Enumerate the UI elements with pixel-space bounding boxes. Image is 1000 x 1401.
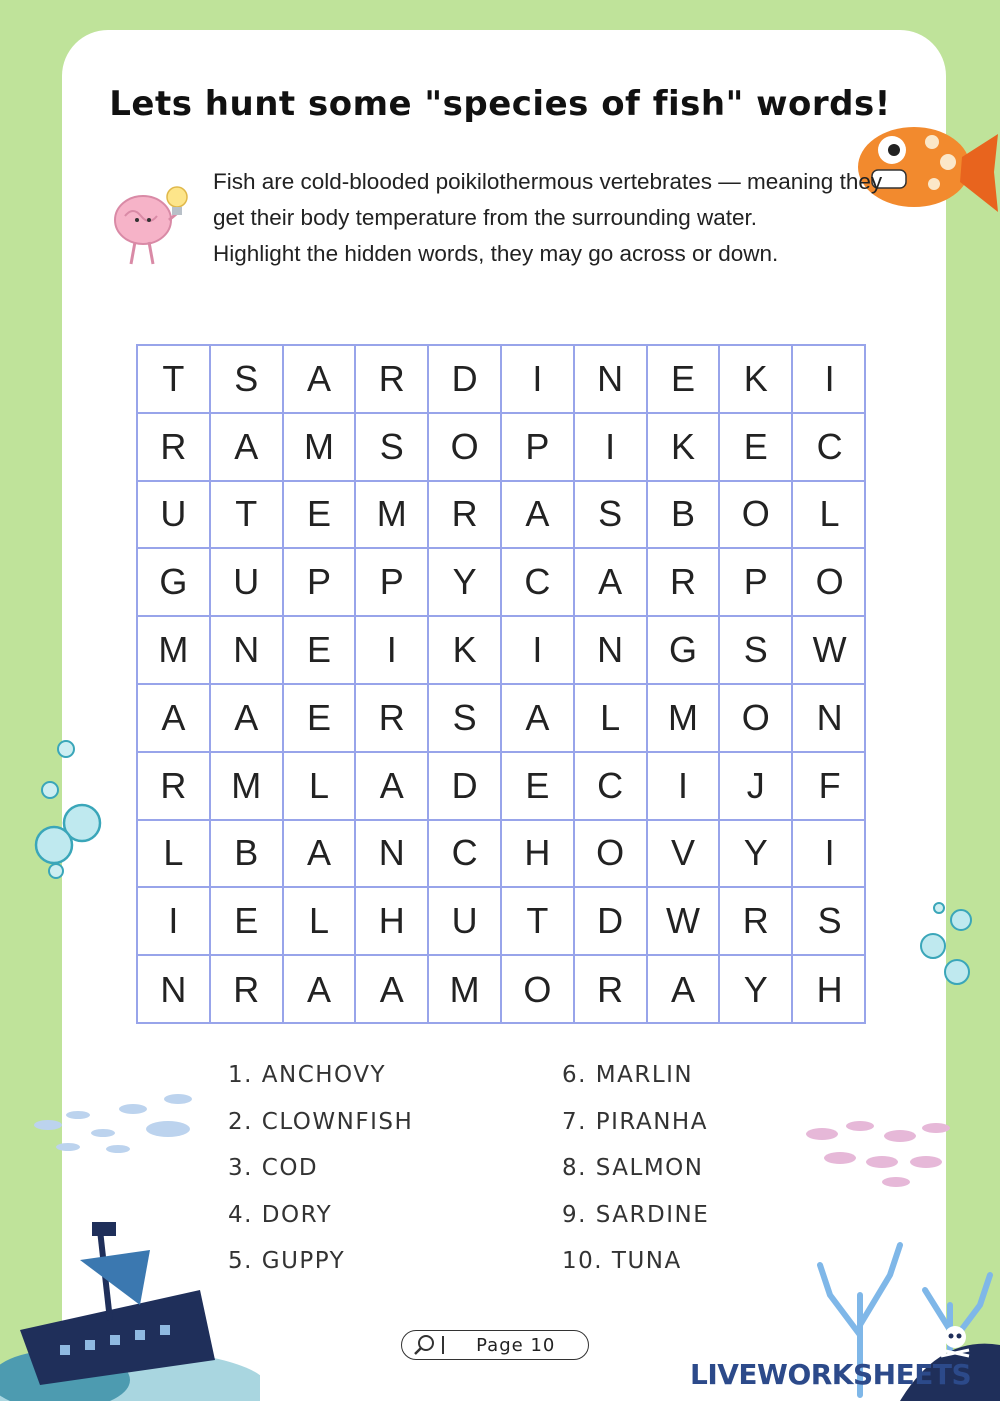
grid-cell[interactable]: S bbox=[356, 414, 429, 482]
liveworksheets-logo[interactable] bbox=[690, 1358, 971, 1391]
grid-cell[interactable]: A bbox=[502, 482, 575, 550]
grid-cell[interactable]: G bbox=[648, 617, 721, 685]
grid-cell[interactable]: P bbox=[284, 549, 357, 617]
grid-cell[interactable]: Y bbox=[720, 956, 793, 1024]
page-number: Page 10 bbox=[476, 1334, 556, 1356]
grid-cell[interactable]: C bbox=[575, 753, 648, 821]
grid-cell[interactable]: O bbox=[575, 821, 648, 889]
grid-cell[interactable]: A bbox=[211, 414, 284, 482]
grid-cell[interactable]: L bbox=[575, 685, 648, 753]
grid-cell[interactable]: O bbox=[720, 685, 793, 753]
word-search-grid[interactable] bbox=[136, 344, 866, 1024]
grid-cell[interactable]: E bbox=[648, 346, 721, 414]
grid-cell[interactable]: Y bbox=[720, 821, 793, 889]
list-item: 3. COD bbox=[228, 1155, 319, 1181]
grid-cell[interactable]: S bbox=[793, 888, 866, 956]
grid-cell[interactable]: A bbox=[502, 685, 575, 753]
grid-cell[interactable]: C bbox=[429, 821, 502, 889]
grid-cell[interactable]: I bbox=[575, 414, 648, 482]
grid-cell[interactable]: U bbox=[211, 549, 284, 617]
intro-instruction: Highlight the hidden words, they may go across or down. bbox=[213, 241, 779, 266]
grid-cell[interactable]: I bbox=[138, 888, 211, 956]
grid-cell[interactable]: W bbox=[648, 888, 721, 956]
grid-cell[interactable]: A bbox=[356, 956, 429, 1024]
grid-cell[interactable]: F bbox=[793, 753, 866, 821]
list-item: 6. MARLIN bbox=[562, 1062, 694, 1088]
grid-cell[interactable]: B bbox=[648, 482, 721, 550]
fish-school-icon bbox=[28, 1085, 198, 1160]
grid-cell[interactable]: N bbox=[356, 821, 429, 889]
grid-cell[interactable]: K bbox=[648, 414, 721, 482]
grid-cell[interactable]: A bbox=[648, 956, 721, 1024]
grid-cell[interactable]: O bbox=[720, 482, 793, 550]
list-item: 1. ANCHOVY bbox=[228, 1062, 387, 1088]
grid-cell[interactable]: M bbox=[138, 617, 211, 685]
grid-cell[interactable]: T bbox=[138, 346, 211, 414]
grid-cell[interactable]: V bbox=[648, 821, 721, 889]
grid-cell[interactable]: P bbox=[720, 549, 793, 617]
grid-cell[interactable]: S bbox=[429, 685, 502, 753]
grid-cell[interactable]: M bbox=[284, 414, 357, 482]
grid-cell[interactable]: N bbox=[793, 685, 866, 753]
list-item: 7. PIRANHA bbox=[562, 1108, 708, 1135]
grid-cell[interactable]: M bbox=[429, 956, 502, 1024]
grid-cell[interactable]: U bbox=[429, 888, 502, 956]
skull-icon bbox=[935, 1322, 975, 1358]
grid-cell[interactable]: C bbox=[793, 414, 866, 482]
grid-cell[interactable]: R bbox=[429, 482, 502, 550]
grid-cell[interactable]: O bbox=[793, 549, 866, 617]
grid-cell[interactable]: A bbox=[284, 346, 357, 414]
list-item: 10. TUNA bbox=[562, 1248, 682, 1274]
grid-cell[interactable]: N bbox=[575, 617, 648, 685]
bubbles-icon bbox=[30, 735, 105, 880]
grid-cell[interactable]: I bbox=[793, 821, 866, 889]
grid-cell[interactable]: P bbox=[356, 549, 429, 617]
ship-icon bbox=[0, 1210, 260, 1401]
grid-cell[interactable]: M bbox=[211, 753, 284, 821]
list-item: 5. GUPPY bbox=[228, 1248, 346, 1274]
list-item: 4. DORY bbox=[228, 1201, 333, 1228]
grid-cell[interactable]: I bbox=[356, 617, 429, 685]
lightbulb-icon bbox=[162, 183, 192, 223]
grid-cell[interactable]: E bbox=[502, 753, 575, 821]
grid-cell[interactable]: W bbox=[793, 617, 866, 685]
grid-cell[interactable]: A bbox=[284, 956, 357, 1024]
grid-cell[interactable]: L bbox=[138, 821, 211, 889]
grid-cell[interactable]: I bbox=[793, 346, 866, 414]
bubbles-icon bbox=[915, 900, 975, 995]
logo-text: LIVEWORKSHEETS bbox=[690, 1358, 972, 1391]
grid-cell[interactable]: O bbox=[502, 956, 575, 1024]
grid-cell[interactable]: I bbox=[502, 346, 575, 414]
grid-cell[interactable]: T bbox=[211, 482, 284, 550]
grid-cell[interactable]: K bbox=[429, 617, 502, 685]
grid-cell[interactable]: D bbox=[429, 346, 502, 414]
grid-cell[interactable]: E bbox=[284, 685, 357, 753]
grid-cell[interactable]: R bbox=[648, 549, 721, 617]
grid-cell[interactable]: R bbox=[138, 753, 211, 821]
page-indicator[interactable] bbox=[401, 1330, 589, 1360]
grid-cell[interactable]: I bbox=[502, 617, 575, 685]
grid-cell[interactable]: J bbox=[720, 753, 793, 821]
grid-cell[interactable]: M bbox=[648, 685, 721, 753]
intro-text bbox=[213, 164, 893, 272]
grid-cell[interactable]: L bbox=[793, 482, 866, 550]
grid-cell[interactable]: E bbox=[284, 482, 357, 550]
grid-cell[interactable]: R bbox=[138, 414, 211, 482]
grid-cell[interactable]: N bbox=[575, 346, 648, 414]
grid-cell[interactable]: E bbox=[284, 617, 357, 685]
page-title: Lets hunt some "species of fish" words! bbox=[109, 84, 891, 124]
grid-cell[interactable]: A bbox=[356, 753, 429, 821]
grid-cell[interactable]: N bbox=[211, 617, 284, 685]
grid-cell[interactable]: B bbox=[211, 821, 284, 889]
grid-cell[interactable]: H bbox=[356, 888, 429, 956]
search-icon[interactable] bbox=[402, 1331, 442, 1359]
grid-cell[interactable]: K bbox=[720, 346, 793, 414]
word-list-right bbox=[562, 1060, 709, 1293]
grid-cell[interactable]: T bbox=[502, 888, 575, 956]
grid-cell[interactable]: E bbox=[720, 414, 793, 482]
list-item: 9. SARDINE bbox=[562, 1201, 710, 1228]
grid-cell[interactable]: D bbox=[429, 753, 502, 821]
grid-cell[interactable]: S bbox=[720, 617, 793, 685]
list-item: 8. SALMON bbox=[562, 1155, 704, 1181]
grid-cell[interactable]: Y bbox=[429, 549, 502, 617]
grid-cell[interactable]: L bbox=[284, 888, 357, 956]
grid-cell[interactable]: L bbox=[284, 753, 357, 821]
grid-cell[interactable]: H bbox=[502, 821, 575, 889]
grid-cell[interactable]: O bbox=[429, 414, 502, 482]
grid-cell[interactable]: A bbox=[284, 821, 357, 889]
grid-cell[interactable]: H bbox=[816, 969, 843, 1011]
grid-cell[interactable]: R bbox=[575, 956, 648, 1024]
grid-cell[interactable]: D bbox=[575, 888, 648, 956]
grid-cell[interactable]: S bbox=[575, 482, 648, 550]
grid-cell[interactable]: R bbox=[720, 888, 793, 956]
grid-cell[interactable]: R bbox=[356, 346, 429, 414]
grid-cell[interactable]: I bbox=[648, 753, 721, 821]
fish-school-icon bbox=[800, 1112, 960, 1192]
intro-description: Fish are cold-blooded poikilothermous vertebrates — meaning they get their body temperature from the surrounding water. bbox=[213, 169, 883, 230]
grid-cell[interactable]: S bbox=[211, 346, 284, 414]
grid-cell[interactable]: M bbox=[356, 482, 429, 550]
grid-cell[interactable]: A bbox=[138, 685, 211, 753]
grid-cell[interactable]: A bbox=[575, 549, 648, 617]
grid-cell[interactable]: G bbox=[138, 549, 211, 617]
grid-cell[interactable]: P bbox=[502, 414, 575, 482]
grid-cell[interactable]: A bbox=[211, 685, 284, 753]
grid-cell[interactable]: E bbox=[211, 888, 284, 956]
grid-cell[interactable]: U bbox=[138, 482, 211, 550]
grid-cell[interactable]: R bbox=[211, 956, 284, 1024]
grid-cell[interactable]: C bbox=[502, 549, 575, 617]
grid-cell[interactable]: N bbox=[138, 956, 211, 1024]
list-item: 2. CLOWNFISH bbox=[228, 1108, 414, 1135]
grid-cell[interactable]: R bbox=[356, 685, 429, 753]
